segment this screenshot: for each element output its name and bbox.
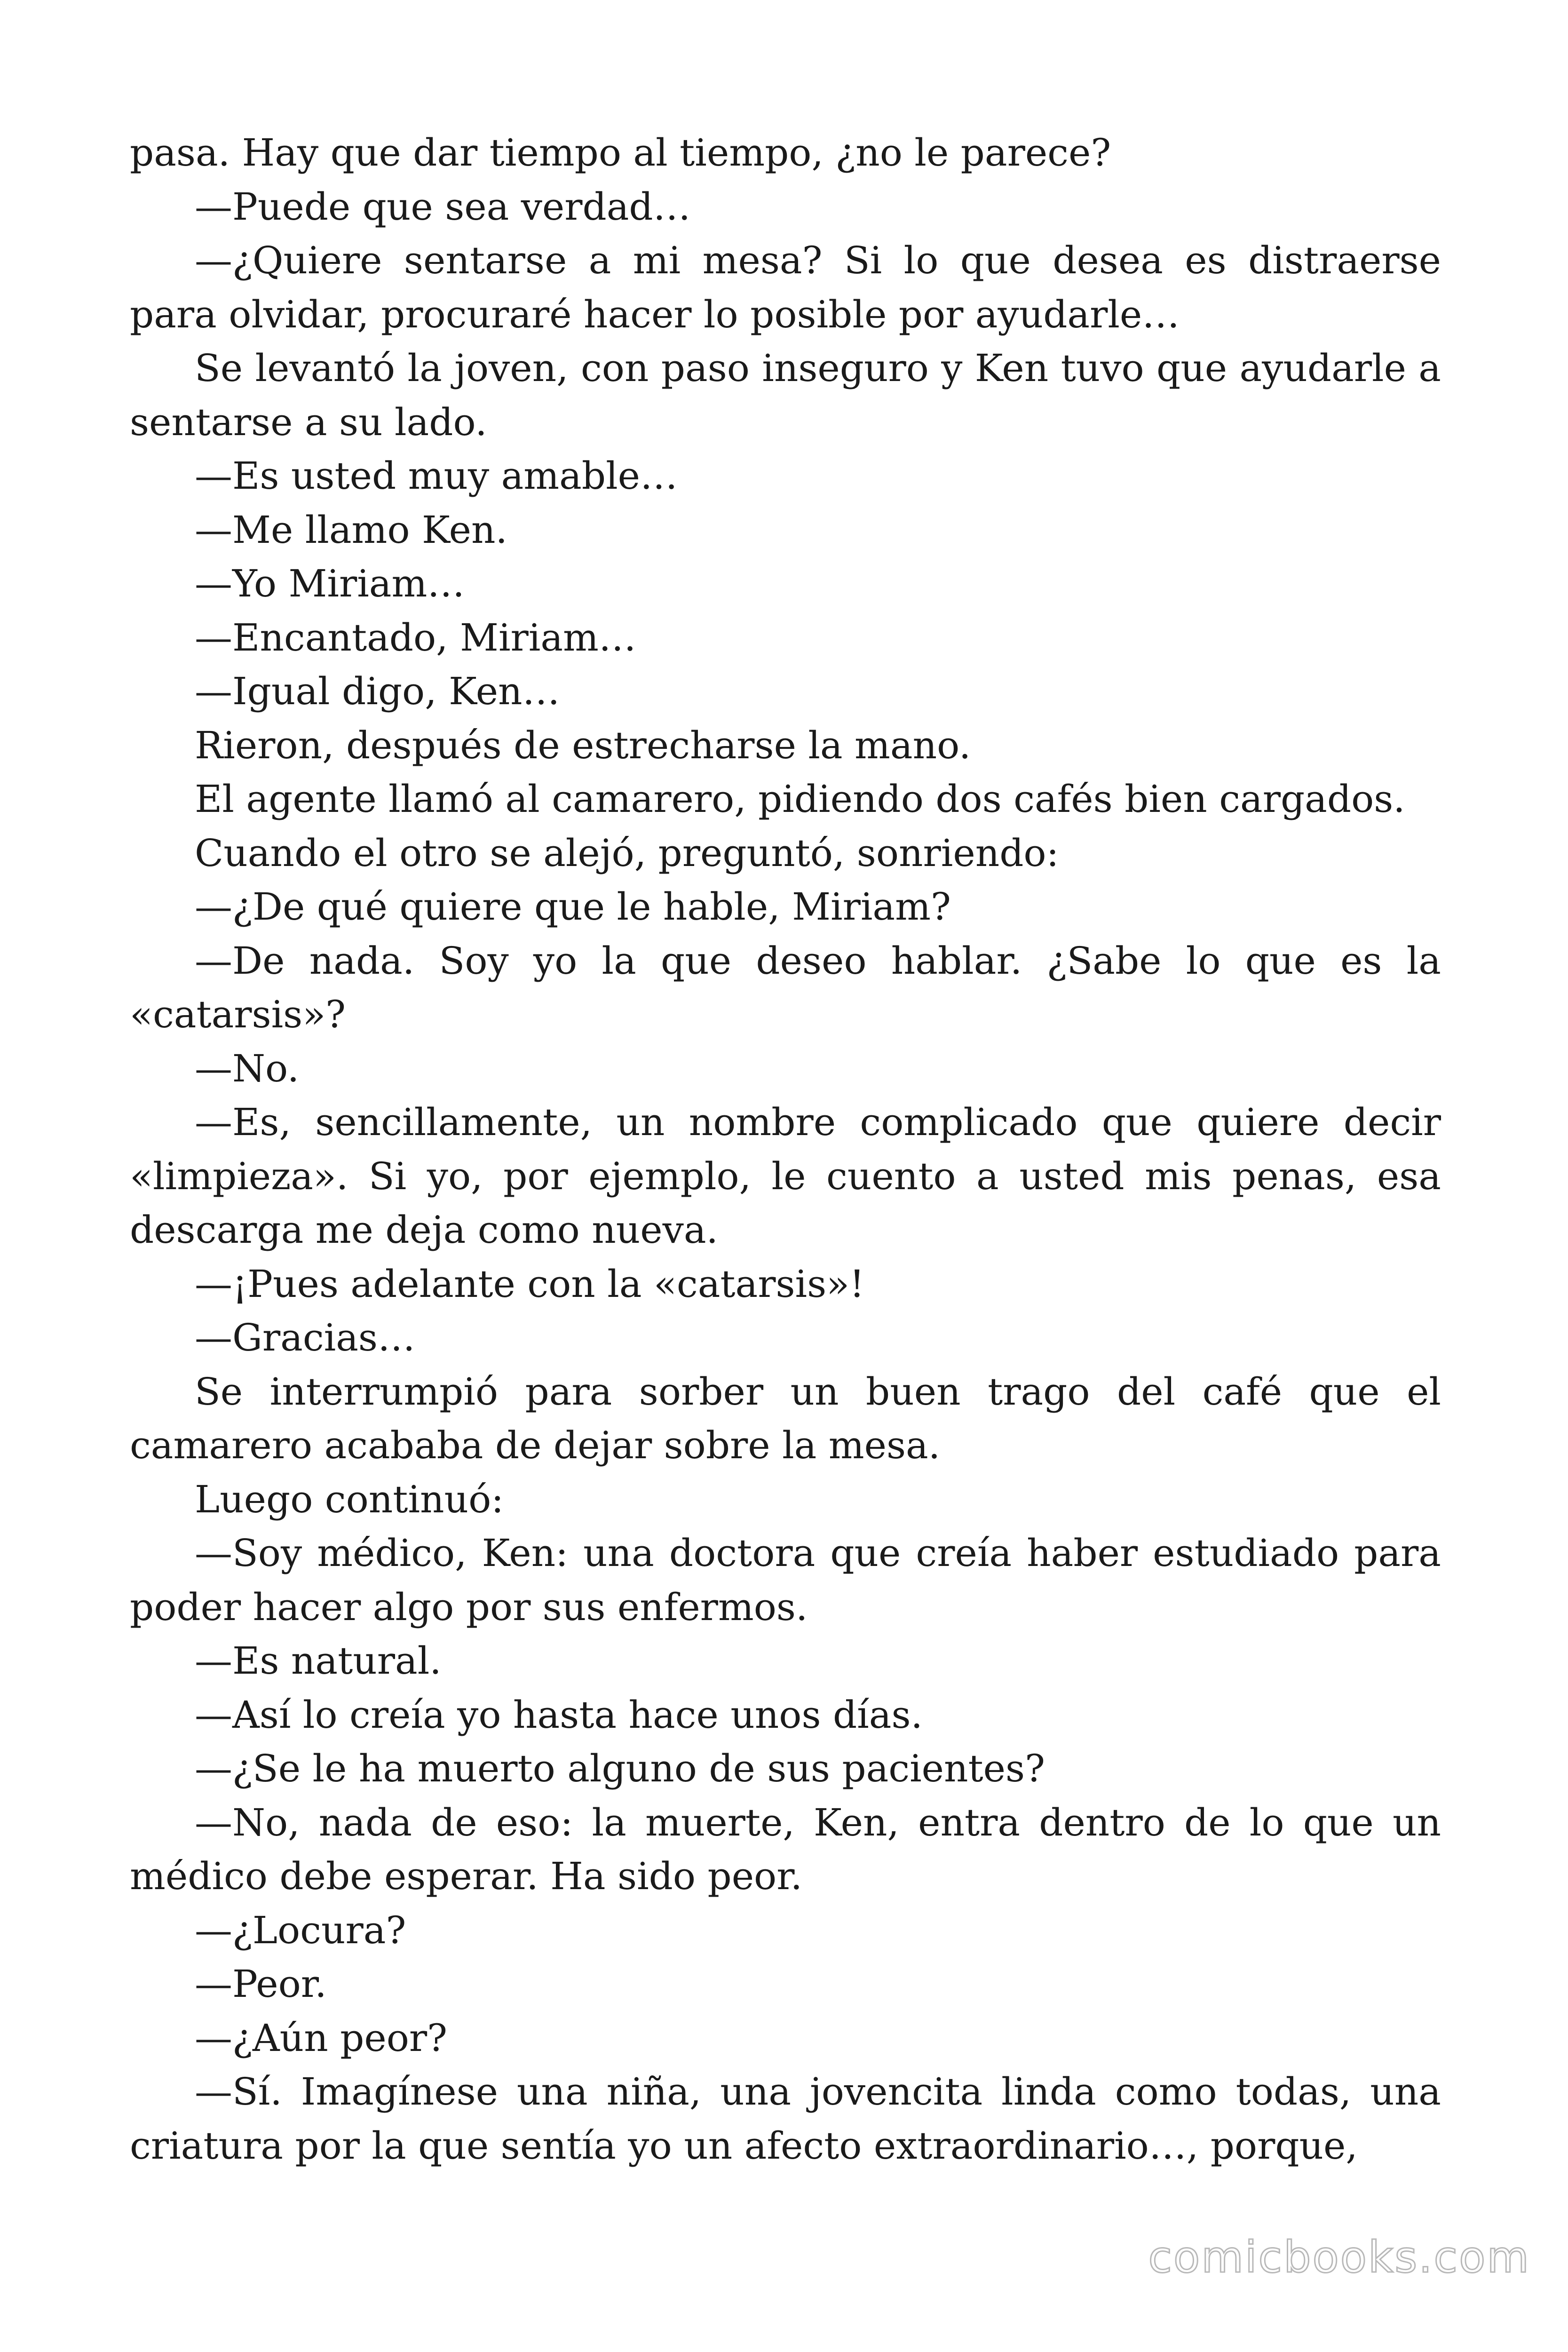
paragraph: —¿Locura?	[195, 1908, 406, 1952]
paragraph: —Yo Miriam…	[195, 562, 465, 605]
paragraph: Rieron, después de estrecharse la mano.	[195, 723, 971, 767]
paragraph: Se levantó la joven, con paso inseguro y Ken tuvo que ayudarle a sentarse a su lado.	[130, 346, 1441, 444]
paragraph: pasa. Hay que dar tiempo al tiempo, ¿no le parece?	[130, 131, 1111, 175]
paragraph: Luego continuó:	[195, 1477, 504, 1521]
paragraph: —Puede que sea verdad…	[195, 184, 691, 229]
paragraph: —¿Quiere sentarse a mi mesa? Si lo que desea es distraerse para olvidar, procuraré hacer lo posible por ayudarle…	[130, 238, 1441, 336]
paragraph: —Es usted muy amable…	[195, 454, 678, 498]
paragraph: —Soy médico, Ken: una doctora que creía haber estudiado para poder hacer algo por sus enfermos.	[130, 1531, 1441, 1629]
paragraph: —¡Pues adelante con la «catarsis»!	[195, 1262, 865, 1306]
paragraph: Cuando el otro se alejó, preguntó, sonriendo:	[195, 831, 1059, 875]
paragraph: —Así lo creía yo hasta hace unos días.	[195, 1692, 923, 1737]
paragraph: —Es natural.	[195, 1639, 442, 1683]
paragraph: —Encantado, Miriam…	[195, 615, 636, 660]
paragraph: —No, nada de eso: la muerte, Ken, entra dentro de lo que un médico debe esperar. Ha sido peor.	[130, 1800, 1441, 1898]
paragraph: —Sí. Imagínese una niña, una jovencita linda como todas, una criatura por la que sentía yo un afecto extraordinario…, porque,	[130, 2070, 1441, 2168]
paragraph: El agente llamó al camarero, pidiendo dos cafés bien cargados.	[195, 777, 1405, 821]
paragraph: —De nada. Soy yo la que deseo hablar. ¿Sabe lo que es la «catarsis»?	[130, 938, 1441, 1036]
paragraph: —¿Aún peor?	[195, 2016, 447, 2060]
paragraph: —Igual digo, Ken…	[195, 669, 560, 713]
paragraph: —Peor.	[195, 1962, 327, 2006]
paragraph: —Gracias…	[195, 1316, 415, 1359]
paragraph: —Me llamo Ken.	[195, 508, 507, 552]
paragraph: Se interrumpió para sorber un buen trago del café que el camarero acababa de dejar sobre la mesa.	[130, 1369, 1441, 1467]
paragraph: —No.	[195, 1046, 300, 1090]
paragraph: —¿De qué quiere que le hable, Miriam?	[195, 885, 951, 929]
watermark: comicbooks.com	[1148, 2232, 1530, 2282]
book-page-body	[130, 126, 1441, 2173]
paragraph: —¿Se le ha muerto alguno de sus pacientes?	[195, 1747, 1045, 1790]
paragraph: —Es, sencillamente, un nombre complicado que quiere decir «limpieza». Si yo, por ejemplo, le cuento a usted mis penas, esa descarga me deja como nueva.	[130, 1100, 1441, 1252]
